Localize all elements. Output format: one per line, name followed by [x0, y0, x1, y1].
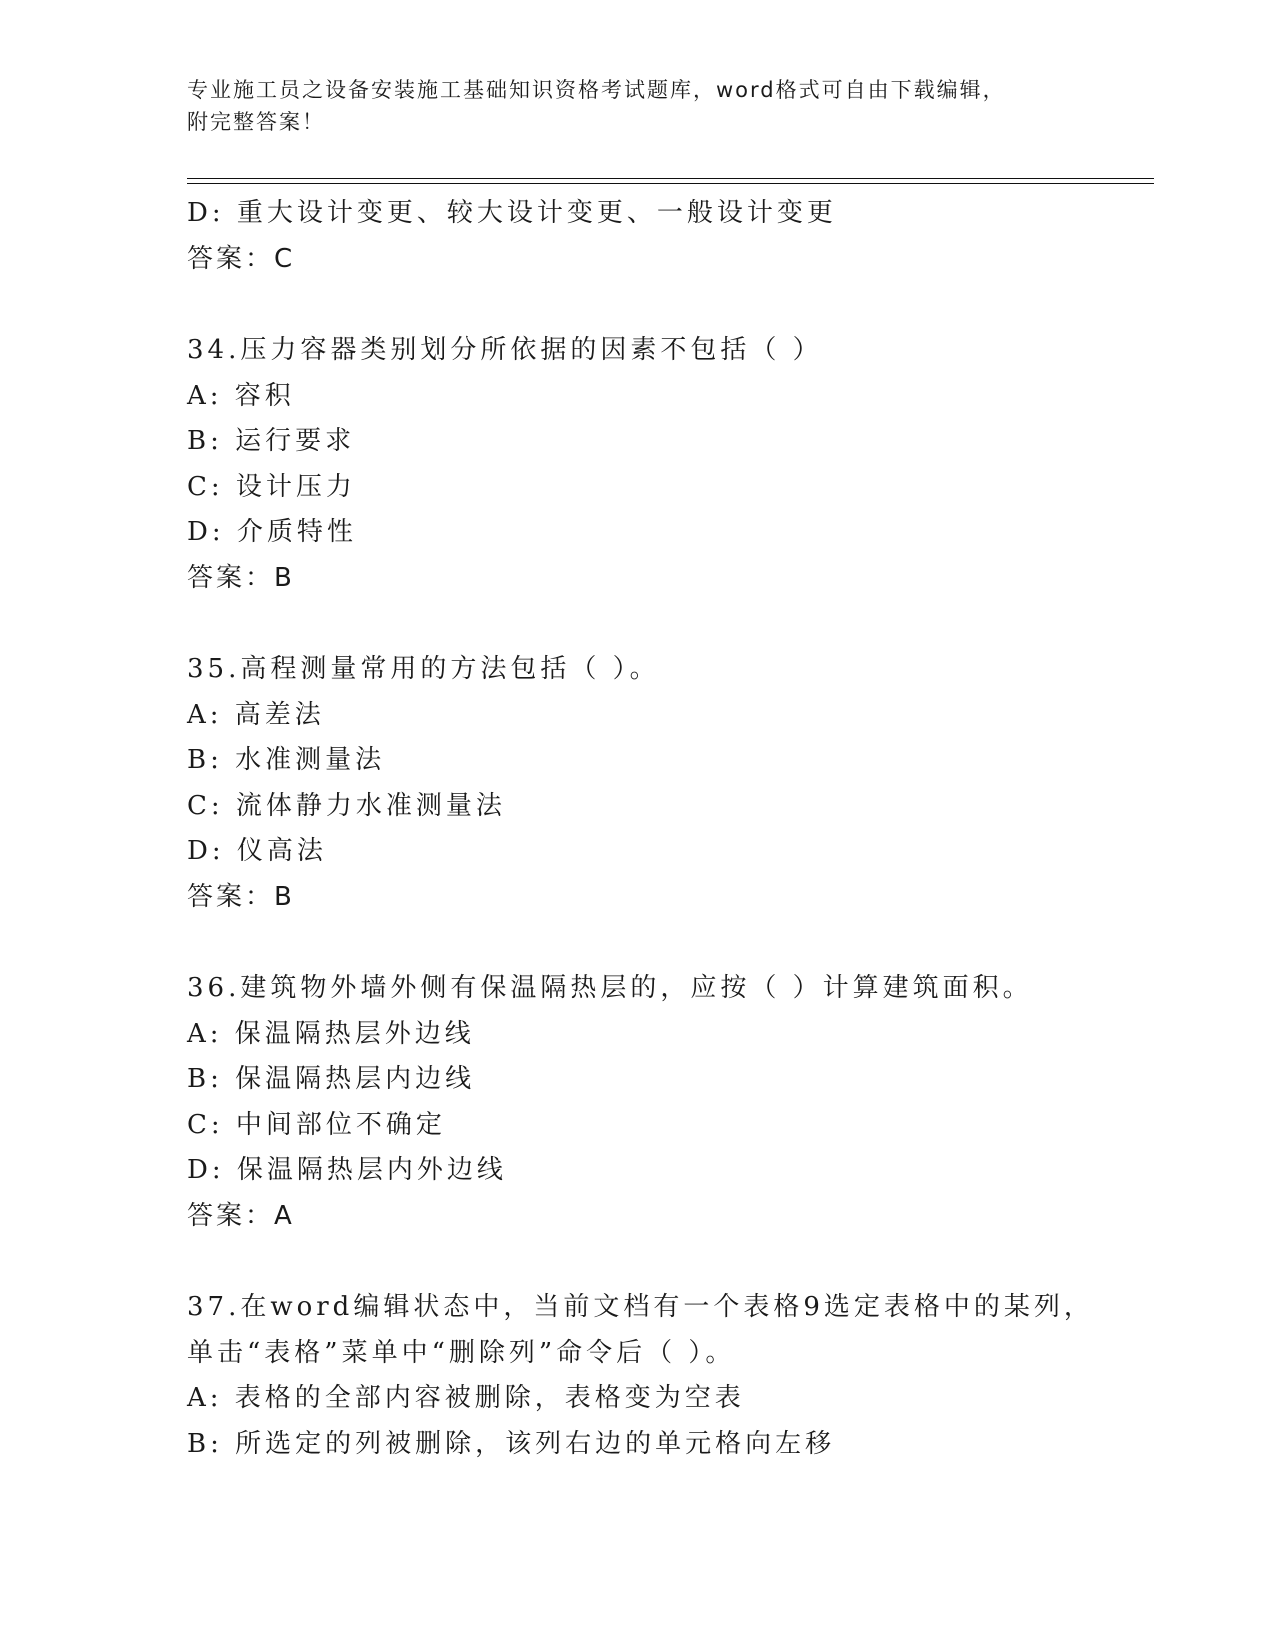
question-stem-continued: 单击“表格”菜单中“删除列”命令后（ ）。: [187, 1337, 736, 1368]
option-a: A: 高差法: [187, 699, 325, 730]
option-b: B: 所选定的列被删除，该列右边的单元格向左移: [187, 1428, 836, 1459]
question-37: [187, 1285, 1147, 1467]
question-stem: 35.高程测量常用的方法包括（ ）。: [187, 654, 660, 684]
option-d: D: 介质特性: [187, 517, 357, 547]
header-divider-top: [187, 178, 1154, 179]
spacer: [187, 1239, 1147, 1285]
question-stem: 34.压力容器类别划分所依据的因素不包括（ ）: [187, 335, 823, 365]
question-stem: 36.建筑物外墙外侧有保温隔热层的，应按（ ）计算建筑面积。: [187, 973, 1033, 1003]
option-c: C: 设计压力: [187, 471, 356, 502]
header-line-1: 专业施工员之设备安装施工基础知识资格考试题库，word格式可自由下载编辑，: [187, 78, 1006, 102]
option-a: A: 表格的全部内容被删除，表格变为空表: [187, 1383, 745, 1413]
answer-line: 答案：A: [187, 1200, 295, 1231]
option-c: C: 流体静力水准测量法: [187, 790, 506, 821]
option-a: A: 容积: [187, 380, 295, 411]
header-line-2: 附完整答案！: [187, 110, 325, 134]
question-36: [187, 966, 1147, 1239]
option-d: D: 仪高法: [187, 836, 327, 866]
question-list: [187, 191, 1147, 1467]
spacer: [187, 920, 1147, 966]
spacer: [187, 601, 1147, 647]
header-divider-bottom: [187, 183, 1154, 184]
option-d: D: 保温隔热层内外边线: [187, 1155, 507, 1185]
answer-line: 答案：C: [187, 243, 296, 274]
answer-line: 答案：B: [187, 881, 295, 912]
question-34: [187, 328, 1147, 601]
option-d: D: 重大设计变更、较大设计变更、一般设计变更: [187, 198, 837, 228]
document-header: [187, 74, 1087, 138]
option-c: C: 中间部位不确定: [187, 1109, 446, 1140]
option-b: B: 保温隔热层内边线: [187, 1064, 476, 1094]
option-b: B: 运行要求: [187, 426, 356, 456]
question-35: [187, 647, 1147, 920]
spacer: [187, 282, 1147, 328]
option-b: B: 水准测量法: [187, 745, 386, 775]
option-a: A: 保温隔热层外边线: [187, 1018, 475, 1049]
answer-line: 答案：B: [187, 562, 295, 593]
question-33-tail: [187, 191, 1147, 282]
question-stem: 37.在word编辑状态中，当前文档有一个表格9选定表格中的某列，: [187, 1292, 1094, 1322]
